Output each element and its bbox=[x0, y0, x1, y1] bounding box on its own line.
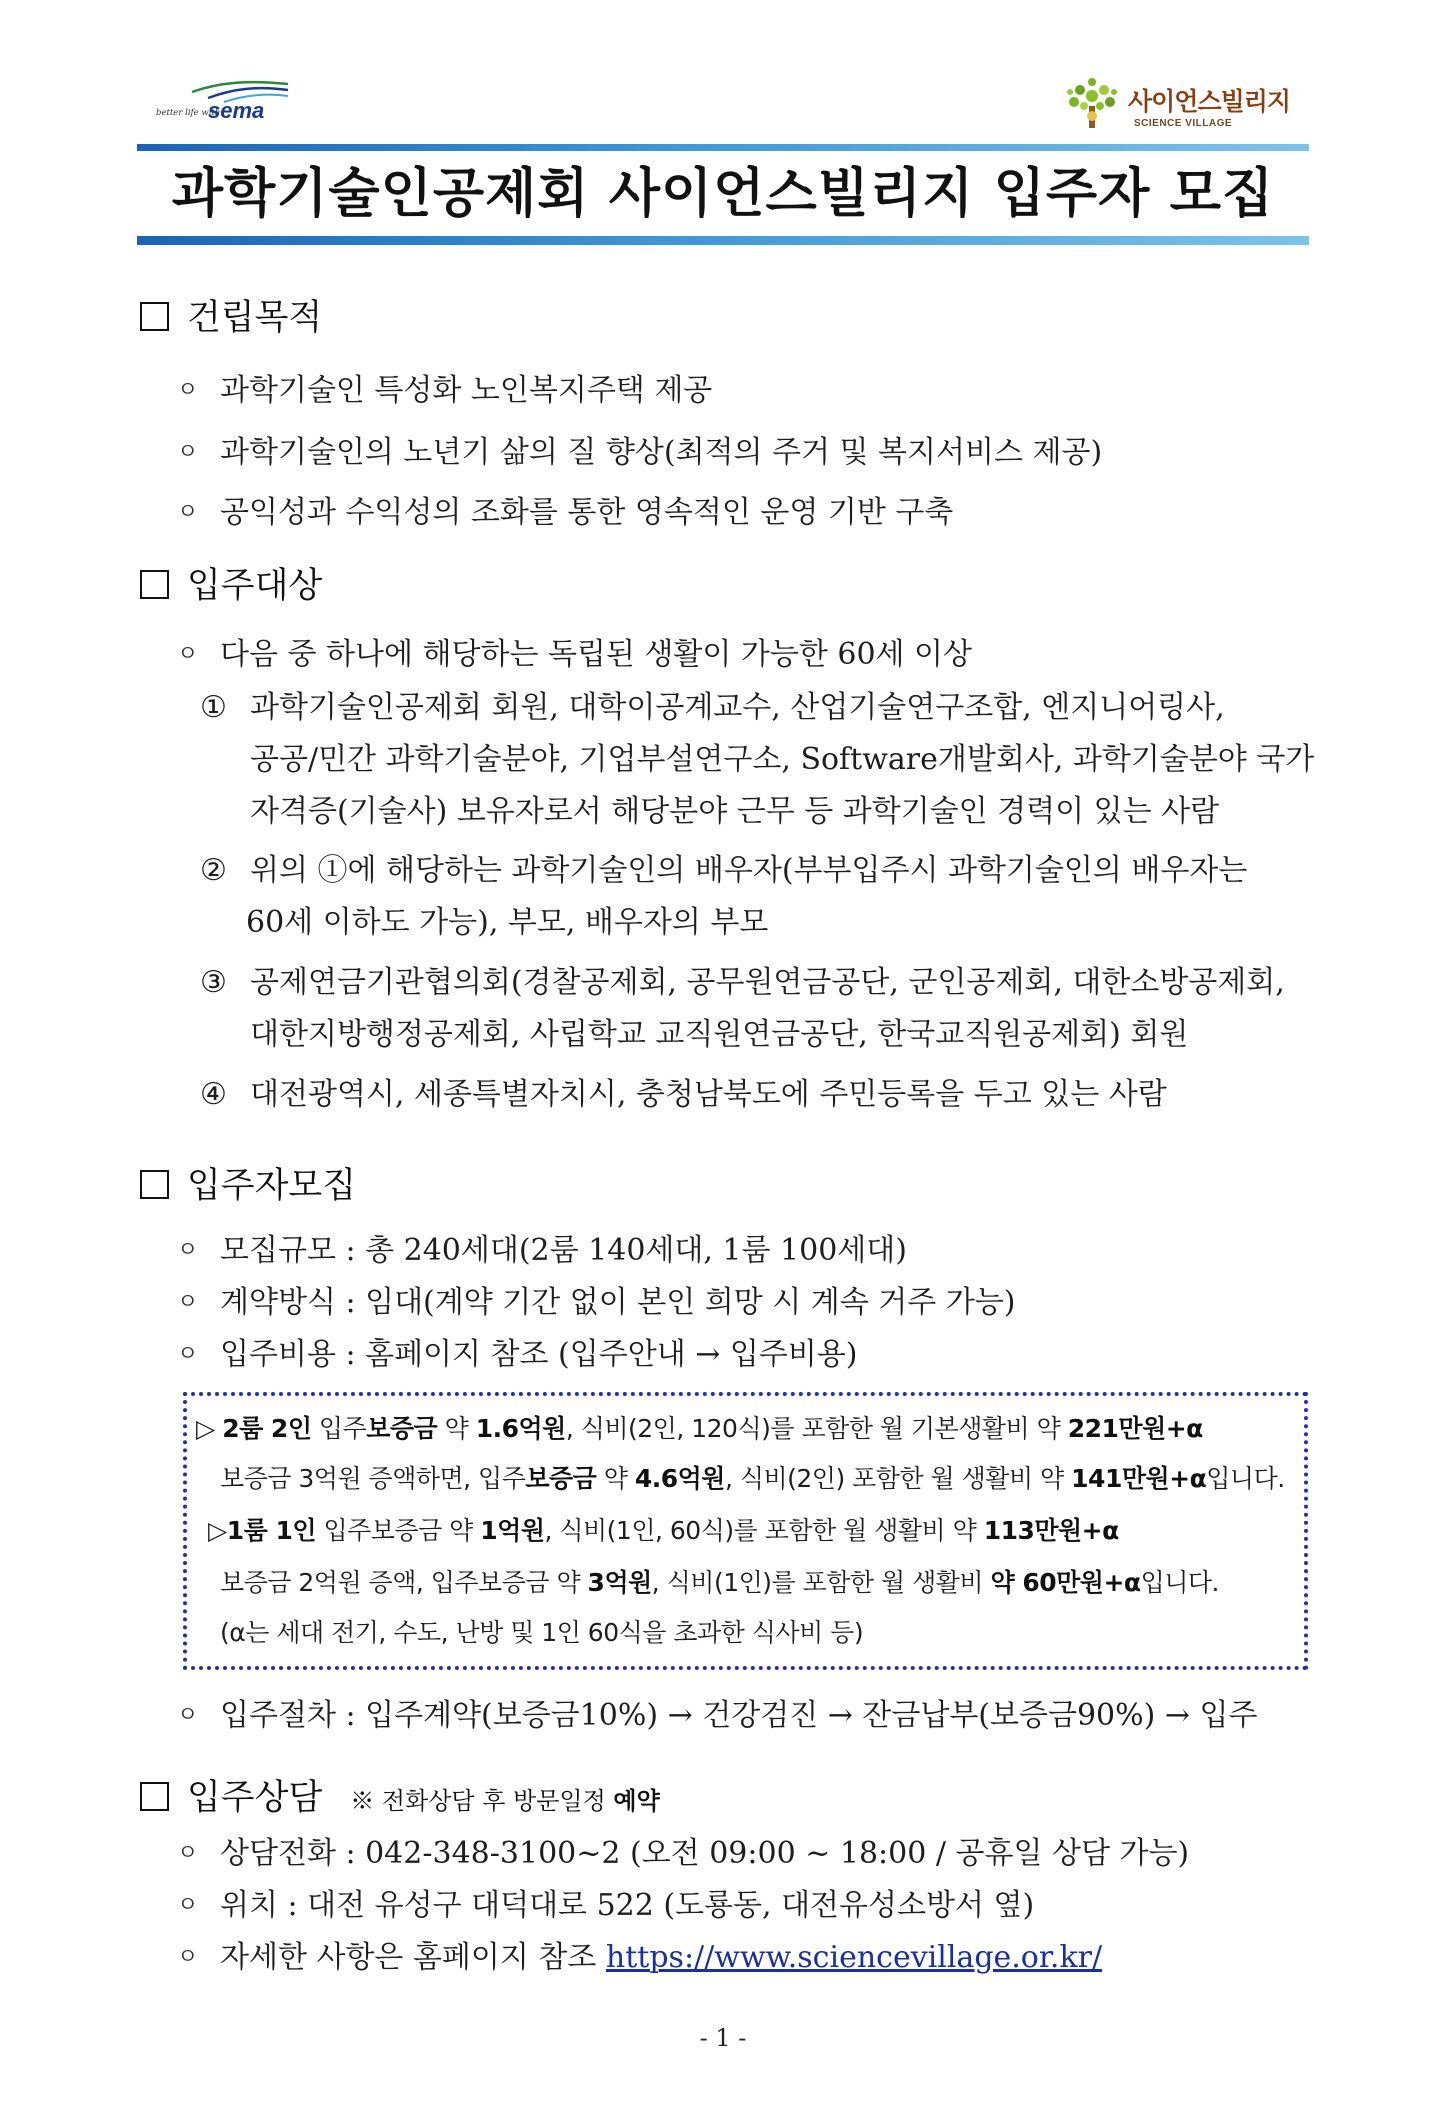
section-consult-heading bbox=[140, 1776, 660, 1823]
title-bar-bottom bbox=[137, 236, 1309, 245]
cost-row-alpha-note: (α는 세대 전기, 수도, 난방 및 1인 60식을 초과한 식사비 등) bbox=[220, 1618, 864, 1647]
cost-row-1room-increase: 보증금 2억원 증액, 입주보증금 약 3억원, 식비(1인)를 포함한 월 생활비 약 60만원+α입니다. bbox=[220, 1568, 1219, 1597]
consult-detail: 자세한 사항은 홈페이지 참조 https://www.sciencevillage.or.kr/ bbox=[220, 1940, 1103, 1975]
section-title: 입주자모집 bbox=[187, 1166, 357, 1206]
page-number: - 1 - bbox=[699, 2024, 747, 2052]
section-title: 건립목적 bbox=[187, 298, 323, 338]
circle-bullet-icon: ㅇ bbox=[177, 1238, 199, 1263]
circle-bullet-icon: ㅇ bbox=[177, 440, 199, 465]
title-bar-top bbox=[137, 144, 1309, 151]
eligibility-intro: 다음 중 하나에 해당하는 독립된 생활이 가능한 60세 이상 bbox=[220, 637, 973, 672]
purpose-item-2: 과학기술인의 노년기 삶의 질 향상(최적의 주거 및 복지서비스 제공) bbox=[220, 435, 1103, 470]
page-title: 과학기술인공제회 사이언스빌리지 입주자 모집 bbox=[171, 163, 1275, 224]
eligibility-number: ② bbox=[200, 853, 227, 888]
tree-icon bbox=[1062, 76, 1122, 140]
circle-bullet-icon: ㅇ bbox=[177, 1703, 199, 1728]
cost-row-1room: ▷1룸 1인 입주보증금 약 1억원, 식비(1인, 60식)를 포함한 월 생활비 약 113만원+α bbox=[208, 1516, 1119, 1545]
purpose-item-1: 과학기술인 특성화 노인복지주택 제공 bbox=[220, 373, 713, 408]
eligibility-number: ④ bbox=[200, 1077, 227, 1112]
science-village-logo bbox=[1062, 76, 1312, 140]
section-title: 입주상담 bbox=[187, 1778, 323, 1818]
recruit-scale: 모집규모 : 총 240세대(2룸 140세대, 1룸 100세대) bbox=[220, 1233, 907, 1268]
circle-bullet-icon: ㅇ bbox=[177, 1841, 199, 1866]
checkbox-square-icon bbox=[140, 1782, 169, 1811]
recruit-contract: 계약방식 : 임대(계약 기간 없이 본인 희망 시 계속 거주 가능) bbox=[220, 1285, 1016, 1320]
circle-bullet-icon: ㅇ bbox=[177, 1945, 199, 1970]
section-title: 입주대상 bbox=[187, 566, 323, 606]
sema-tagline: better life with bbox=[156, 108, 221, 118]
cost-row-2room-increase: 보증금 3억원 증액하면, 입주보증금 약 4.6억원, 식비(2인) 포함한 월 생활비 약 141만원+α입니다. bbox=[220, 1464, 1285, 1493]
sema-logo bbox=[150, 78, 290, 138]
section-eligibility-heading bbox=[140, 564, 322, 608]
eligibility-1-line-3: 자격증(기술사) 보유자로서 해당분야 근무 등 과학기술인 경력이 있는 사람 bbox=[250, 794, 1220, 829]
checkbox-square-icon bbox=[140, 302, 169, 331]
eligibility-3-line-1: 공제연금기관협의회(경찰공제회, 공무원연금공단, 군인공제회, 대한소방공제회, bbox=[250, 965, 1285, 1000]
recruit-cost: 입주비용 : 홈페이지 참조 (입주안내 → 입주비용) bbox=[220, 1337, 858, 1372]
eligibility-2-line-1: 위의 ①에 해당하는 과학기술인의 배우자(부부입주시 과학기술인의 배우자는 bbox=[250, 853, 1248, 888]
consult-location: 위치 : 대전 유성구 대덕대로 522 (도룡동, 대전유성소방서 옆) bbox=[220, 1888, 1035, 1923]
circle-bullet-icon: ㅇ bbox=[177, 642, 199, 667]
eligibility-1-line-1: 과학기술인공제회 회원, 대학이공계교수, 산업기술연구조합, 엔지니어링사, bbox=[250, 690, 1225, 725]
purpose-item-3: 공익성과 수익성의 조화를 통한 영속적인 운영 기반 구축 bbox=[220, 495, 954, 530]
consult-note: ※ 전화상담 후 방문일정 예약 bbox=[350, 1787, 660, 1815]
section-recruit-heading bbox=[140, 1164, 356, 1208]
circle-bullet-icon: ㅇ bbox=[177, 1342, 199, 1367]
homepage-link[interactable]: https://www.sciencevillage.or.kr/ bbox=[605, 1940, 1103, 1975]
circle-bullet-icon: ㅇ bbox=[177, 500, 199, 525]
consult-phone: 상담전화 : 042-348-3100~2 (오전 09:00 ~ 18:00 / 공휴일 상담 가능) bbox=[220, 1836, 1190, 1871]
eligibility-2-line-2: 60세 이하도 가능), 부모, 배우자의 부모 bbox=[246, 905, 769, 940]
checkbox-square-icon bbox=[140, 1170, 169, 1199]
cost-row-2room: ▷ 2룸 2인 입주보증금 약 1.6억원, 식비(2인, 120식)를 포함한 월 기본생활비 약 221만원+α bbox=[196, 1414, 1203, 1443]
sv-logo-english: SCIENCE VILLAGE bbox=[1134, 118, 1233, 129]
eligibility-3-line-2: 대한지방행정공제회, 사립학교 교직원연금공단, 한국교직원공제회) 회원 bbox=[250, 1017, 1189, 1052]
section-purpose-heading bbox=[140, 296, 322, 340]
eligibility-number: ① bbox=[200, 690, 227, 725]
sema-wordmark: sema bbox=[208, 98, 265, 123]
circle-bullet-icon: ㅇ bbox=[177, 1893, 199, 1918]
eligibility-number: ③ bbox=[200, 965, 227, 1000]
checkbox-square-icon bbox=[140, 570, 169, 599]
recruit-procedure: 입주절차 : 입주계약(보증금10%) → 건강검진 → 잔금납부(보증금90%) → 입주 bbox=[220, 1698, 1258, 1733]
eligibility-1-line-2: 공공/민간 과학기술분야, 기업부설연구소, Software개발회사, 과학기술분야 국가 bbox=[250, 742, 1315, 777]
sv-logo-korean: 사이언스빌리지 bbox=[1128, 87, 1291, 116]
circle-bullet-icon: ㅇ bbox=[177, 378, 199, 403]
eligibility-4-line-1: 대전광역시, 세종특별자치시, 충청남북도에 주민등록을 두고 있는 사람 bbox=[250, 1077, 1167, 1112]
circle-bullet-icon: ㅇ bbox=[177, 1290, 199, 1315]
